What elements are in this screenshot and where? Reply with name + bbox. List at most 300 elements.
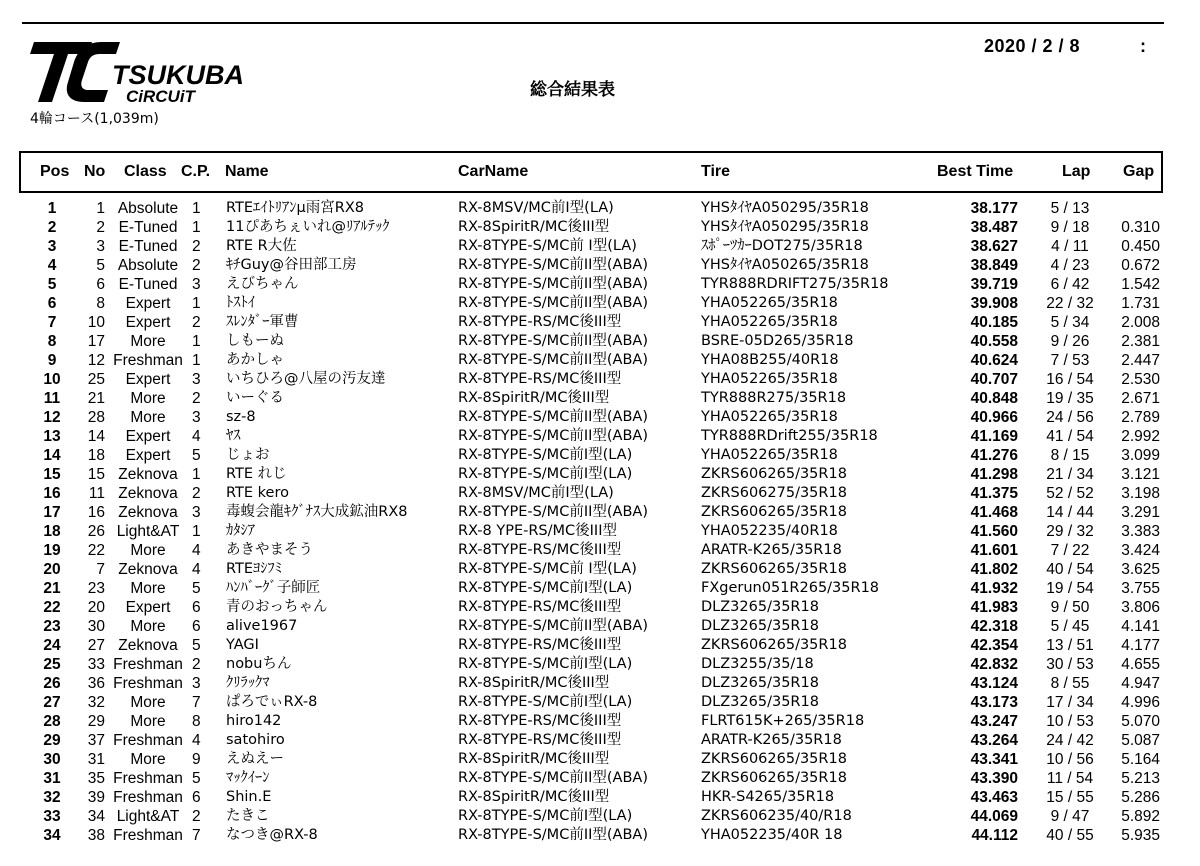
cell-tire: DLZ3265/35R18 — [701, 675, 819, 691]
cell-no: 39 — [87, 789, 105, 806]
cell-lap: 41 / 54 — [1046, 428, 1094, 445]
table-row — [0, 351, 1200, 370]
cell-class: Freshman — [113, 770, 183, 787]
cell-gap: 4.141 — [1121, 618, 1160, 635]
col-tire: Tire — [701, 163, 731, 180]
cell-gap: 3.291 — [1121, 504, 1160, 521]
cell-lap: 19 / 35 — [1046, 390, 1094, 407]
cell-carname: RX-8SpiritR/MC後III型 — [458, 390, 610, 406]
cell-tire: YHA08B255/40R18 — [701, 352, 839, 368]
cell-lap: 21 / 34 — [1046, 466, 1094, 483]
cell-best-time: 41.983 — [970, 599, 1018, 616]
cell-best-time: 41.276 — [970, 447, 1018, 464]
cell-pos: 8 — [47, 333, 57, 350]
cell-best-time: 38.177 — [970, 200, 1018, 217]
col-lap: Lap — [1062, 163, 1091, 180]
cell-pos: 12 — [43, 409, 61, 426]
cell-pos: 11 — [43, 390, 61, 407]
cell-pos: 15 — [43, 466, 61, 483]
cell-carname: RX-8TYPE-S/MC前II型(ABA) — [458, 770, 648, 786]
cell-cp: 1 — [192, 295, 201, 312]
cell-lap: 9 / 18 — [1050, 219, 1090, 236]
cell-pos: 19 — [43, 542, 61, 559]
cell-cp: 6 — [192, 618, 201, 635]
cell-best-time: 41.932 — [970, 580, 1018, 597]
cell-name: ｶﾀｼｱ — [226, 523, 255, 539]
cell-lap: 5 / 34 — [1050, 314, 1090, 331]
table-row — [0, 408, 1200, 427]
cell-gap: 5.087 — [1121, 732, 1160, 749]
cell-gap: 5.213 — [1121, 770, 1160, 787]
cell-lap: 9 / 50 — [1050, 599, 1090, 616]
cell-name: 青のおっちゃん — [226, 599, 328, 615]
cell-tire: DLZ3265/35R18 — [701, 694, 819, 710]
cell-cp: 6 — [192, 789, 201, 806]
cell-carname: RX-8TYPE-S/MC前II型(ABA) — [458, 276, 648, 292]
cell-best-time: 38.849 — [970, 257, 1018, 274]
cell-name: いちひろ@八屋の汚友達 — [226, 371, 386, 387]
cell-name: RTE れじ — [226, 466, 287, 482]
cell-name: えびちゃん — [226, 276, 299, 292]
cell-no: 38 — [87, 827, 105, 844]
cell-cp: 3 — [192, 276, 201, 293]
cell-name: nobuちん — [226, 656, 292, 672]
cell-carname: RX-8TYPE-S/MC前II型(ABA) — [458, 428, 648, 444]
cell-class: Freshman — [113, 827, 183, 844]
cell-carname: RX-8TYPE-S/MC前 I型(LA) — [458, 561, 637, 577]
cell-lap: 29 / 32 — [1046, 523, 1094, 540]
cell-class: Light&AT — [116, 808, 180, 825]
cell-lap: 15 / 55 — [1046, 789, 1094, 806]
cell-cp: 3 — [192, 675, 201, 692]
cell-no: 12 — [87, 352, 105, 369]
cell-name: ﾄｽﾄｲ — [226, 295, 255, 311]
cell-gap: 3.383 — [1121, 523, 1160, 540]
cell-name: 毒蝮会龍ｷｸﾞﾅｽ大成鉱油RX8 — [226, 504, 408, 520]
col-carname: CarName — [458, 163, 529, 180]
cell-class: Freshman — [113, 789, 183, 806]
cell-name: ﾏｯｸｲｰﾝ — [226, 770, 270, 786]
time-separator: : — [1140, 36, 1146, 56]
cell-gap: 2.008 — [1121, 314, 1160, 331]
cell-cp: 5 — [192, 770, 201, 787]
cell-gap: 5.935 — [1121, 827, 1160, 844]
cell-pos: 20 — [43, 561, 61, 578]
cell-lap: 52 / 52 — [1046, 485, 1094, 502]
cell-name: RTEｴｲﾄﾘｱﾝμ雨宮RX8 — [226, 200, 364, 216]
cell-gap: 3.806 — [1121, 599, 1160, 616]
cell-carname: RX-8 YPE-RS/MC後III型 — [458, 523, 617, 539]
table-row — [0, 522, 1200, 541]
table-row — [0, 332, 1200, 351]
cell-class: Absolute — [117, 200, 179, 217]
cell-class: Freshman — [113, 675, 183, 692]
table-row — [0, 541, 1200, 560]
cell-carname: RX-8SpiritR/MC後III型 — [458, 751, 610, 767]
cell-tire: ZKRS606275/35R18 — [701, 485, 847, 501]
cell-tire: YHA052265/35R18 — [701, 409, 838, 425]
table-row — [0, 484, 1200, 503]
cell-tire: ZKRS606265/35R18 — [701, 751, 847, 767]
cell-tire: DLZ3265/35R18 — [701, 618, 819, 634]
cell-pos: 26 — [43, 675, 61, 692]
cell-carname: RX-8TYPE-S/MC前II型(ABA) — [458, 295, 648, 311]
cell-gap: 2.447 — [1121, 352, 1160, 369]
cell-lap: 19 / 54 — [1046, 580, 1094, 597]
table-row — [0, 313, 1200, 332]
cell-name: sz-8 — [226, 409, 256, 425]
cell-no: 35 — [87, 770, 105, 787]
cell-no: 18 — [87, 447, 105, 464]
cell-cp: 7 — [192, 827, 201, 844]
cell-cp: 7 — [192, 694, 201, 711]
cell-no: 26 — [87, 523, 105, 540]
col-pos: Pos — [40, 163, 70, 180]
cell-no: 8 — [96, 295, 105, 312]
cell-best-time: 40.185 — [970, 314, 1018, 331]
cell-class: More — [130, 694, 166, 711]
col-cp: C.P. — [181, 163, 211, 180]
cell-tire: BSRE-05D265/35R18 — [701, 333, 854, 349]
cell-gap: 1.731 — [1121, 295, 1160, 312]
cell-class: Absolute — [117, 257, 179, 274]
cell-lap: 10 / 53 — [1046, 713, 1094, 730]
cell-pos: 23 — [43, 618, 61, 635]
cell-cp: 1 — [192, 523, 201, 540]
cell-carname: RX-8TYPE-S/MC前II型(ABA) — [458, 257, 648, 273]
col-name: Name — [225, 163, 269, 180]
cell-no: 11 — [88, 485, 105, 502]
logo-line1: TSUKUBA — [112, 60, 244, 90]
cell-gap: 3.198 — [1121, 485, 1160, 502]
table-row — [0, 655, 1200, 674]
cell-no: 6 — [96, 276, 105, 293]
cell-cp: 1 — [192, 200, 201, 217]
cell-lap: 4 / 23 — [1050, 257, 1090, 274]
cell-pos: 9 — [47, 352, 57, 369]
cell-cp: 2 — [192, 808, 201, 825]
cell-gap: 5.892 — [1121, 808, 1160, 825]
cell-gap: 5.070 — [1121, 713, 1160, 730]
cell-best-time: 39.908 — [970, 295, 1018, 312]
cell-no: 25 — [87, 371, 105, 388]
cell-name: ﾔｽ — [226, 428, 241, 444]
cell-best-time: 41.802 — [970, 561, 1018, 578]
cell-tire: HKR-S4265/35R18 — [701, 789, 835, 805]
cell-class: Light&AT — [116, 523, 180, 540]
cell-carname: RX-8TYPE-S/MC前I型(LA) — [458, 808, 633, 824]
cell-carname: RX-8TYPE-S/MC前II型(ABA) — [458, 504, 648, 520]
cell-tire: ZKRS606265/35R18 — [701, 466, 847, 482]
table-row — [0, 370, 1200, 389]
cell-best-time: 40.558 — [970, 333, 1018, 350]
cell-cp: 9 — [192, 751, 201, 768]
cell-best-time: 41.601 — [970, 542, 1018, 559]
cell-best-time: 38.487 — [970, 219, 1018, 236]
cell-name: 11ぴあちぇいれ@ﾘｱﾙﾃｯｸ — [226, 219, 390, 235]
cell-best-time: 41.298 — [970, 466, 1018, 483]
cell-carname: RX-8TYPE-S/MC前I型(LA) — [458, 466, 633, 482]
cell-lap: 7 / 53 — [1050, 352, 1090, 369]
cell-class: Expert — [125, 314, 171, 331]
cell-no: 5 — [96, 257, 105, 274]
cell-carname: RX-8TYPE-RS/MC後III型 — [458, 732, 622, 748]
cell-carname: RX-8TYPE-S/MC前I型(LA) — [458, 447, 633, 463]
cell-class: More — [130, 713, 166, 730]
cell-carname: RX-8TYPE-S/MC前II型(ABA) — [458, 409, 648, 425]
cell-pos: 13 — [43, 428, 61, 445]
cell-class: Zeknova — [118, 485, 178, 502]
cell-tire: TYR888RDrift255/35R18 — [701, 428, 878, 444]
cell-cp: 8 — [192, 713, 201, 730]
cell-name: えぬえー — [226, 751, 284, 767]
cell-best-time: 43.173 — [970, 694, 1018, 711]
cell-gap: 2.671 — [1121, 390, 1160, 407]
cell-class: Zeknova — [118, 637, 178, 654]
cell-cp: 2 — [192, 257, 201, 274]
col-gap: Gap — [1123, 163, 1155, 180]
cell-cp: 3 — [192, 409, 201, 426]
cell-gap: 4.996 — [1121, 694, 1160, 711]
cell-name: あきやまそう — [226, 542, 313, 558]
cell-class: More — [130, 333, 166, 350]
table-row — [0, 237, 1200, 256]
table-row — [0, 256, 1200, 275]
cell-carname: RX-8TYPE-S/MC前II型(ABA) — [458, 827, 648, 843]
table-row — [0, 446, 1200, 465]
cell-carname: RX-8TYPE-S/MC前 I型(LA) — [458, 238, 637, 254]
cell-lap: 10 / 56 — [1046, 751, 1094, 768]
cell-no: 30 — [87, 618, 105, 635]
cell-gap: 0.672 — [1121, 257, 1160, 274]
cell-cp: 2 — [192, 485, 201, 502]
cell-class: Expert — [125, 447, 171, 464]
cell-name: ぱろでぃRX-8 — [226, 694, 318, 710]
cell-pos: 2 — [47, 219, 57, 236]
cell-cp: 1 — [192, 352, 201, 369]
cell-class: Freshman — [113, 732, 183, 749]
cell-lap: 14 / 44 — [1046, 504, 1094, 521]
logo-line2: CiRCUiT — [126, 87, 195, 106]
cell-lap: 5 / 13 — [1050, 200, 1090, 217]
cell-carname: RX-8TYPE-RS/MC後III型 — [458, 314, 622, 330]
cell-pos: 18 — [43, 523, 61, 540]
cell-class: Zeknova — [118, 466, 178, 483]
table-row — [0, 617, 1200, 636]
cell-lap: 7 / 22 — [1050, 542, 1090, 559]
cell-best-time: 42.318 — [970, 618, 1018, 635]
cell-lap: 13 / 51 — [1046, 637, 1094, 654]
cell-lap: 6 / 42 — [1050, 276, 1090, 293]
cell-gap: 4.177 — [1121, 637, 1160, 654]
cell-carname: RX-8TYPE-RS/MC後III型 — [458, 713, 622, 729]
cell-no: 23 — [87, 580, 105, 597]
page-title: 総合結果表 — [530, 80, 615, 100]
cell-lap: 16 / 54 — [1046, 371, 1094, 388]
cell-class: Expert — [125, 371, 171, 388]
cell-cp: 3 — [192, 371, 201, 388]
cell-pos: 31 — [43, 770, 61, 787]
cell-no: 22 — [87, 542, 105, 559]
cell-tire: ZKRS606235/40/R18 — [701, 808, 852, 824]
cell-class: E-Tuned — [118, 238, 178, 255]
table-row — [0, 750, 1200, 769]
table-row — [0, 598, 1200, 617]
cell-lap: 11 / 54 — [1046, 770, 1094, 787]
cell-cp: 2 — [192, 656, 201, 673]
cell-lap: 9 / 47 — [1050, 808, 1090, 825]
table-row — [0, 712, 1200, 731]
cell-lap: 30 / 53 — [1046, 656, 1094, 673]
cell-class: More — [130, 390, 166, 407]
cell-pos: 17 — [43, 504, 61, 521]
cell-gap: 4.947 — [1121, 675, 1160, 692]
cell-carname: RX-8TYPE-S/MC前I型(LA) — [458, 580, 633, 596]
cell-tire: YHSﾀｲﾔA050265/35R18 — [701, 257, 869, 273]
cell-gap: 4.655 — [1121, 656, 1160, 673]
table-row — [0, 427, 1200, 446]
cell-lap: 22 / 32 — [1046, 295, 1094, 312]
cell-pos: 1 — [47, 200, 57, 217]
cell-cp: 5 — [192, 447, 201, 464]
cell-lap: 24 / 42 — [1046, 732, 1094, 749]
cell-no: 1 — [96, 200, 105, 217]
cell-name: satohiro — [226, 732, 285, 748]
cell-best-time: 44.112 — [971, 827, 1018, 844]
cell-class: More — [130, 751, 166, 768]
cell-tire: FLRT615K+265/35R18 — [701, 713, 865, 729]
cell-cp: 6 — [192, 599, 201, 616]
cell-gap: 3.121 — [1121, 466, 1160, 483]
cell-class: More — [130, 580, 166, 597]
table-row — [0, 218, 1200, 237]
cell-cp: 1 — [192, 219, 201, 236]
cell-pos: 22 — [43, 599, 61, 616]
cell-no: 34 — [87, 808, 105, 825]
cell-gap: 0.310 — [1121, 219, 1160, 236]
cell-pos: 5 — [47, 276, 57, 293]
cell-no: 17 — [87, 333, 105, 350]
results-table — [0, 199, 1200, 845]
cell-best-time: 44.069 — [970, 808, 1018, 825]
table-row — [0, 560, 1200, 579]
cell-name: いーぐる — [226, 390, 284, 406]
cell-carname: RX-8SpiritR/MC後III型 — [458, 675, 610, 691]
cell-class: Expert — [125, 428, 171, 445]
cell-gap: 3.424 — [1121, 542, 1160, 559]
cell-no: 33 — [87, 656, 105, 673]
cell-carname: RX-8TYPE-S/MC前II型(ABA) — [458, 333, 648, 349]
cell-gap: 2.789 — [1121, 409, 1160, 426]
cell-name: ｽﾚﾝﾀﾞｰ軍曹 — [226, 314, 299, 330]
cell-gap: 1.542 — [1121, 276, 1160, 293]
cell-no: 27 — [87, 637, 105, 654]
cell-no: 37 — [87, 732, 105, 749]
cell-class: Zeknova — [118, 561, 178, 578]
cell-no: 7 — [96, 561, 105, 578]
cell-name: YAGI — [226, 637, 259, 653]
cell-lap: 40 / 55 — [1046, 827, 1094, 844]
cell-tire: YHA052265/35R18 — [701, 314, 838, 330]
cell-name: しもーぬ — [226, 333, 284, 349]
cell-pos: 16 — [43, 485, 61, 502]
cell-tire: ARATR-K265/35R18 — [701, 732, 842, 748]
cell-pos: 4 — [47, 257, 57, 274]
cell-pos: 3 — [47, 238, 57, 255]
cell-class: More — [130, 542, 166, 559]
cell-cp: 4 — [192, 561, 201, 578]
cell-best-time: 43.390 — [970, 770, 1018, 787]
cell-carname: RX-8SpiritR/MC後III型 — [458, 789, 610, 805]
cell-lap: 8 / 15 — [1050, 447, 1090, 464]
cell-carname: RX-8TYPE-RS/MC後III型 — [458, 599, 622, 615]
cell-pos: 27 — [43, 694, 61, 711]
cell-class: Expert — [125, 599, 171, 616]
cell-tire: ARATR-K265/35R18 — [701, 542, 842, 558]
cell-name: たきこ — [226, 808, 270, 824]
cell-name: Shin.E — [226, 789, 272, 805]
cell-cp: 4 — [192, 732, 201, 749]
cell-best-time: 39.719 — [970, 276, 1018, 293]
cell-cp: 3 — [192, 504, 201, 521]
cell-no: 29 — [87, 713, 105, 730]
cell-carname: RX-8TYPE-S/MC前I型(LA) — [458, 694, 633, 710]
cell-best-time: 43.247 — [970, 713, 1018, 730]
cell-cp: 4 — [192, 428, 201, 445]
cell-gap: 2.992 — [1121, 428, 1160, 445]
cell-pos: 28 — [43, 713, 61, 730]
cell-tire: ZKRS606265/35R18 — [701, 561, 847, 577]
cell-name: なつき@RX-8 — [226, 827, 318, 843]
cell-pos: 21 — [43, 580, 61, 597]
cell-name: RTE kero — [226, 485, 289, 501]
cell-name: RTE R大佐 — [226, 238, 297, 254]
cell-cp: 1 — [192, 466, 201, 483]
cell-class: More — [130, 618, 166, 635]
cell-lap: 9 / 26 — [1050, 333, 1090, 350]
cell-tire: ZKRS606265/35R18 — [701, 770, 847, 786]
cell-best-time: 41.560 — [970, 523, 1018, 540]
cell-name: hiro142 — [226, 713, 282, 729]
cell-cp: 5 — [192, 580, 201, 597]
cell-carname: RX-8TYPE-RS/MC後III型 — [458, 371, 622, 387]
cell-lap: 8 / 55 — [1050, 675, 1090, 692]
cell-no: 14 — [87, 428, 105, 445]
cell-no: 31 — [87, 751, 105, 768]
cell-pos: 14 — [43, 447, 61, 464]
cell-no: 20 — [87, 599, 105, 616]
cell-no: 15 — [87, 466, 105, 483]
cell-tire: ｽﾎﾟｰﾂｶｰDOT275/35R18 — [701, 238, 863, 254]
cell-cp: 2 — [192, 314, 201, 331]
cell-name: ｸﾘﾗｯｸﾏ — [226, 675, 270, 691]
cell-lap: 40 / 54 — [1046, 561, 1094, 578]
cell-name: ﾊﾝﾊﾞｰｸﾞ子師匠 — [226, 580, 321, 596]
cell-best-time: 42.832 — [970, 656, 1018, 673]
cell-carname: RX-8TYPE-S/MC前II型(ABA) — [458, 618, 648, 634]
cell-class: More — [130, 409, 166, 426]
cell-lap: 24 / 56 — [1046, 409, 1094, 426]
cell-cp: 4 — [192, 542, 201, 559]
cell-carname: RX-8SpiritR/MC後III型 — [458, 219, 610, 235]
cell-pos: 30 — [43, 751, 61, 768]
cell-name: じょお — [226, 447, 270, 463]
cell-pos: 32 — [43, 789, 61, 806]
cell-best-time: 40.966 — [970, 409, 1018, 426]
table-row — [0, 199, 1200, 218]
table-row — [0, 788, 1200, 807]
cell-gap: 2.530 — [1121, 371, 1160, 388]
